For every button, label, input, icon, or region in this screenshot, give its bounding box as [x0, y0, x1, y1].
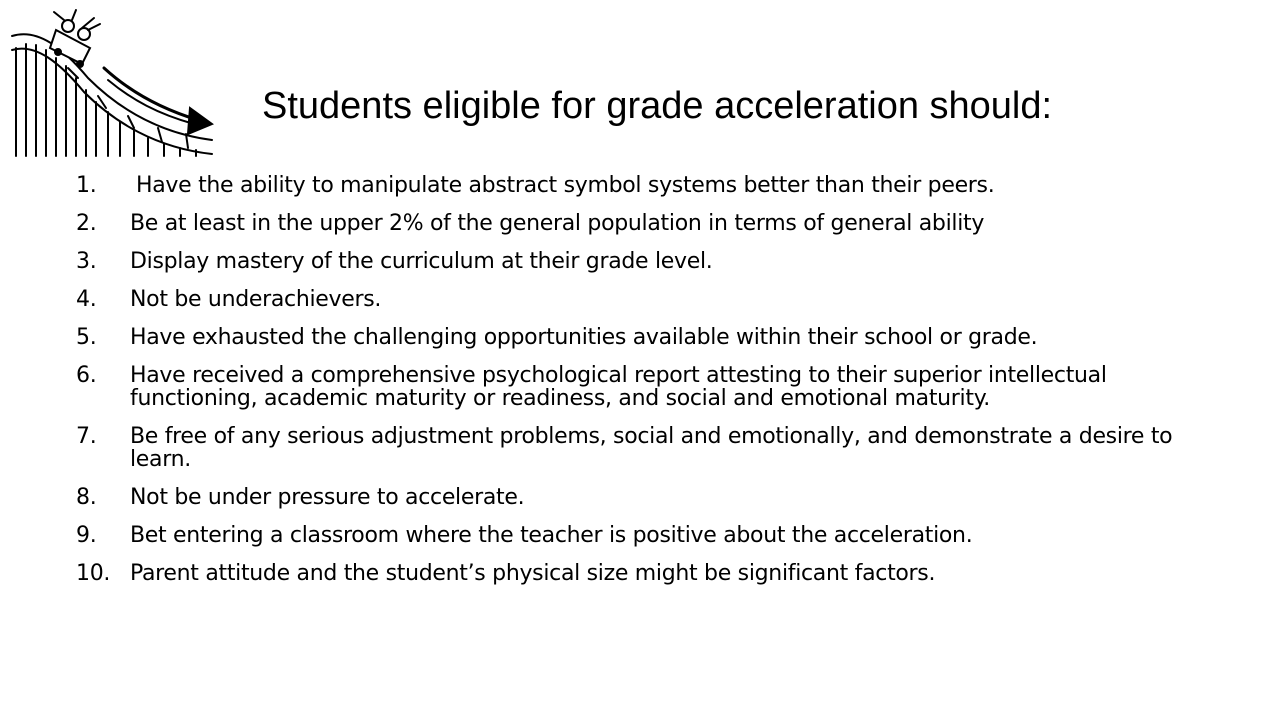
list-item: [76, 174, 1236, 197]
list-item: [76, 250, 1236, 273]
list-item: [76, 288, 1236, 311]
item-text: Not be under pressure to accelerate.: [130, 485, 525, 510]
item-text: Not be underachievers.: [130, 287, 382, 312]
item-number: 6.: [76, 363, 97, 388]
item-text: Have received a comprehensive psychological report attesting to their superior intellectual functioning, academic maturity or readiness, and social and emotional maturity.: [130, 363, 1107, 411]
item-text: Have exhausted the challenging opportunities available within their school or grade.: [130, 325, 1038, 350]
item-text: Be at least in the upper 2% of the general population in terms of general ability: [130, 211, 985, 236]
roller-coaster-drawing: [8, 8, 214, 158]
item-number: 7.: [76, 424, 97, 449]
item-text: Have the ability to manipulate abstract symbol systems better than their peers.: [136, 173, 995, 198]
list-item: [76, 212, 1236, 235]
item-number: 4.: [76, 287, 97, 312]
list-item: [76, 524, 1236, 547]
item-number: 10.: [76, 561, 111, 586]
item-number: 1.: [76, 173, 97, 198]
eligibility-criteria-list: [76, 174, 1236, 600]
item-number: 9.: [76, 523, 97, 548]
item-text: Be free of any serious adjustment problems, social and emotionally, and demonstrate a desire to learn.: [130, 424, 1173, 472]
item-number: 2.: [76, 211, 97, 236]
list-item: [76, 326, 1236, 349]
item-text: Display mastery of the curriculum at their grade level.: [130, 249, 713, 274]
slide-title: Students eligible for grade acceleration should:: [262, 85, 1053, 127]
list-item: [76, 425, 1236, 471]
item-number: 3.: [76, 249, 97, 274]
item-text: Bet entering a classroom where the teacher is positive about the acceleration.: [130, 523, 973, 548]
list-item: [76, 364, 1236, 410]
item-number: 5.: [76, 325, 97, 350]
list-item: [76, 562, 1236, 585]
list-item: [76, 486, 1236, 509]
roller-coaster-rider-icon: [8, 8, 214, 158]
item-text: Parent attitude and the student’s physical size might be significant factors.: [130, 561, 936, 586]
item-number: 8.: [76, 485, 97, 510]
